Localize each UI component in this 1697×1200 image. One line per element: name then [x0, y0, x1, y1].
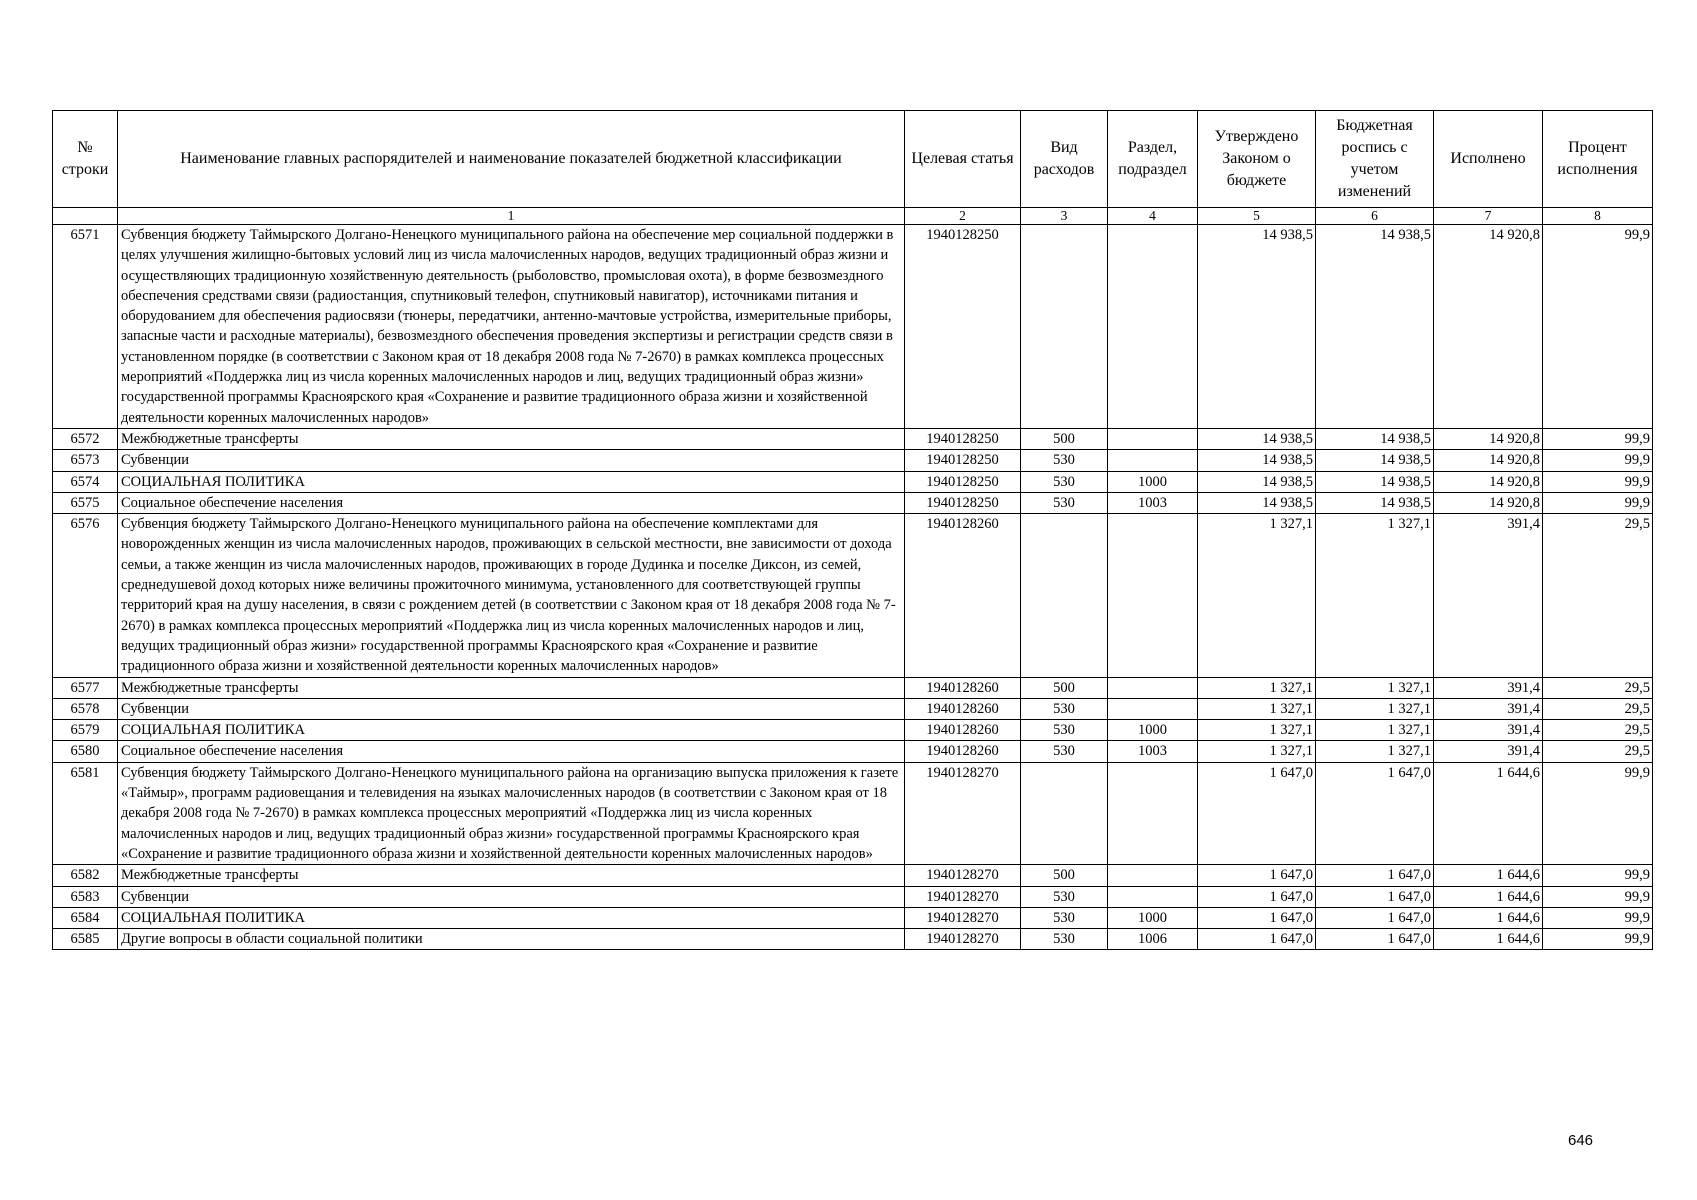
- col-header-approved: Утверждено Законом о бюджете: [1198, 111, 1316, 208]
- budget-amount: 14 938,5: [1316, 428, 1434, 449]
- section-code: [1108, 225, 1198, 429]
- budget-amount: 1 647,0: [1316, 762, 1434, 864]
- target-article: 1940128260: [905, 720, 1021, 741]
- target-article: 1940128260: [905, 514, 1021, 677]
- section-code: [1108, 450, 1198, 471]
- budget-amount: 1 647,0: [1316, 886, 1434, 907]
- row-number: 6575: [53, 492, 118, 513]
- col-header-target: Целевая статья: [905, 111, 1021, 208]
- executed-amount: 391,4: [1434, 677, 1543, 698]
- row-name: Межбюджетные трансферты: [118, 677, 905, 698]
- target-article: 1940128260: [905, 677, 1021, 698]
- approved-amount: 14 938,5: [1198, 471, 1316, 492]
- table-header: [53, 111, 1653, 225]
- row-name: СОЦИАЛЬНАЯ ПОЛИТИКА: [118, 720, 905, 741]
- approved-amount: 1 327,1: [1198, 698, 1316, 719]
- section-code: 1000: [1108, 720, 1198, 741]
- approved-amount: 1 327,1: [1198, 720, 1316, 741]
- row-number: 6576: [53, 514, 118, 677]
- expense-type: [1021, 225, 1108, 429]
- execution-percent: 99,9: [1543, 450, 1653, 471]
- col-header-type: Вид расходов: [1021, 111, 1108, 208]
- executed-amount: 391,4: [1434, 514, 1543, 677]
- budget-amount: 1 327,1: [1316, 698, 1434, 719]
- expense-type: 530: [1021, 492, 1108, 513]
- col-header-executed: Исполнено: [1434, 111, 1543, 208]
- table-row: [53, 450, 1653, 471]
- table-row: [53, 677, 1653, 698]
- approved-amount: 1 647,0: [1198, 929, 1316, 950]
- execution-percent: 29,5: [1543, 720, 1653, 741]
- row-number: 6573: [53, 450, 118, 471]
- approved-amount: 14 938,5: [1198, 428, 1316, 449]
- table-row: [53, 471, 1653, 492]
- target-article: 1940128270: [905, 929, 1021, 950]
- approved-amount: 1 647,0: [1198, 907, 1316, 928]
- expense-type: [1021, 514, 1108, 677]
- row-name: СОЦИАЛЬНАЯ ПОЛИТИКА: [118, 907, 905, 928]
- col-header-section: Раздел, подраздел: [1108, 111, 1198, 208]
- table-row: [53, 762, 1653, 864]
- executed-amount: 1 644,6: [1434, 886, 1543, 907]
- row-name: Субвенция бюджету Таймырского Долгано-Ненецкого муниципального района на обеспечение комплектами для новорожденных женщин из числа малочисленных народов, проживающих в сельской местности, вне зависимости от дохода семьи, а также женщин из числа малочисленных народов, проживающих в городе Дудинка и поселке Диксон, из семей, среднедушевой доход которых ниже величины прожиточного минимума, установленного для соответствующей группы территорий края на душу населения, в связи с рождением детей (в соответствии с Законом края от 18 декабря 2008 года № 7-2670) в рамках комплекса процессных мероприятий «Поддержка лиц из числа коренных малочисленных народов и лиц, ведущих традиционный образ жизни» государственной программы Красноярского края «Сохранение и развитие традиционного образа жизни и хозяйственной деятельности коренных малочисленных народов»: [118, 514, 905, 677]
- row-name: Субвенция бюджету Таймырского Долгано-Ненецкого муниципального района на организацию выпуска приложения к газете «Таймыр», программ радиовещания и телевидения на языках малочисленных народов (в соответствии с Законом края от 18 декабря 2008 года № 7-2670) в рамках комплекса процессных мероприятий «Поддержка лиц из числа коренных малочисленных народов и лиц, ведущих традиционный образ жизни» государственной программы Красноярского края «Сохранение и развитие традиционного образа жизни и хозяйственной деятельности коренных малочисленных народов»: [118, 762, 905, 864]
- table-row: [53, 514, 1653, 677]
- table-row: [53, 698, 1653, 719]
- executed-amount: 391,4: [1434, 720, 1543, 741]
- section-code: 1003: [1108, 492, 1198, 513]
- target-article: 1940128270: [905, 865, 1021, 886]
- row-name: Другие вопросы в области социальной политики: [118, 929, 905, 950]
- column-number: [53, 208, 118, 225]
- target-article: 1940128250: [905, 225, 1021, 429]
- budget-amount: 1 647,0: [1316, 929, 1434, 950]
- table-row: [53, 865, 1653, 886]
- expense-type: 530: [1021, 886, 1108, 907]
- column-number: 7: [1434, 208, 1543, 225]
- approved-amount: 1 647,0: [1198, 886, 1316, 907]
- section-code: [1108, 762, 1198, 864]
- budget-table: [52, 110, 1653, 950]
- column-number: 2: [905, 208, 1021, 225]
- executed-amount: 14 920,8: [1434, 450, 1543, 471]
- approved-amount: 1 647,0: [1198, 762, 1316, 864]
- budget-amount: 1 647,0: [1316, 865, 1434, 886]
- table-row: [53, 492, 1653, 513]
- target-article: 1940128250: [905, 471, 1021, 492]
- budget-amount: 1 327,1: [1316, 720, 1434, 741]
- budget-amount: 1 327,1: [1316, 741, 1434, 762]
- column-number: 4: [1108, 208, 1198, 225]
- row-number: 6585: [53, 929, 118, 950]
- row-name: Межбюджетные трансферты: [118, 428, 905, 449]
- target-article: 1940128250: [905, 492, 1021, 513]
- row-name: Межбюджетные трансферты: [118, 865, 905, 886]
- expense-type: 500: [1021, 865, 1108, 886]
- row-name: Субвенции: [118, 698, 905, 719]
- execution-percent: 99,9: [1543, 471, 1653, 492]
- execution-percent: 99,9: [1543, 865, 1653, 886]
- row-name: Субвенция бюджету Таймырского Долгано-Ненецкого муниципального района на обеспечение мер социальной поддержки в целях улучшения жилищно-бытовых условий лиц из числа малочисленных народов, ведущих традиционный образ жизни и осуществляющих традиционную хозяйственную деятельность (рыболовство, промысловая охота), в форме безвозмездного обеспечения средствами связи (радиостанция, спутниковый телефон, спутниковый навигатор), источниками питания и оборудованием для обеспечения радиосвязи (тюнеры, передатчики, антенно-мачтовые устройства, измерительные приборы, запасные части и расходные материалы), безвозмездного обеспечения проведения экспертизы и регистрации средств связи в установленном порядке (в соответствии с Законом края от 18 декабря 2008 года № 7-2670) в рамках комплекса процессных мероприятий «Поддержка лиц из числа коренных малочисленных народов и лиц, ведущих традиционный образ жизни» государственной программы Красноярского края «Сохранение и развитие традиционного образа жизни и хозяйственной деятельности коренных малочисленных народов»: [118, 225, 905, 429]
- executed-amount: 14 920,8: [1434, 471, 1543, 492]
- expense-type: 530: [1021, 907, 1108, 928]
- budget-amount: 14 938,5: [1316, 471, 1434, 492]
- executed-amount: 1 644,6: [1434, 929, 1543, 950]
- section-code: [1108, 428, 1198, 449]
- col-header-budget: Бюджетная роспись с учетом изменений: [1316, 111, 1434, 208]
- executed-amount: 391,4: [1434, 741, 1543, 762]
- budget-amount: 1 327,1: [1316, 677, 1434, 698]
- section-code: [1108, 514, 1198, 677]
- execution-percent: 99,9: [1543, 929, 1653, 950]
- executed-amount: 1 644,6: [1434, 865, 1543, 886]
- approved-amount: 14 938,5: [1198, 225, 1316, 429]
- executed-amount: 14 920,8: [1434, 428, 1543, 449]
- execution-percent: 99,9: [1543, 492, 1653, 513]
- row-number: 6571: [53, 225, 118, 429]
- execution-percent: 99,9: [1543, 907, 1653, 928]
- execution-percent: 99,9: [1543, 762, 1653, 864]
- row-number: 6582: [53, 865, 118, 886]
- col-header-row-no: № строки: [53, 111, 118, 208]
- execution-percent: 29,5: [1543, 514, 1653, 677]
- section-code: [1108, 865, 1198, 886]
- row-number: 6572: [53, 428, 118, 449]
- table-body: [53, 225, 1653, 950]
- row-name: Субвенции: [118, 450, 905, 471]
- expense-type: 530: [1021, 720, 1108, 741]
- target-article: 1940128260: [905, 741, 1021, 762]
- section-code: 1003: [1108, 741, 1198, 762]
- section-code: 1000: [1108, 471, 1198, 492]
- approved-amount: 1 327,1: [1198, 514, 1316, 677]
- execution-percent: 29,5: [1543, 677, 1653, 698]
- row-number: 6579: [53, 720, 118, 741]
- column-number: 8: [1543, 208, 1653, 225]
- row-number: 6577: [53, 677, 118, 698]
- target-article: 1940128260: [905, 698, 1021, 719]
- approved-amount: 1 327,1: [1198, 741, 1316, 762]
- row-number: 6583: [53, 886, 118, 907]
- row-number: 6584: [53, 907, 118, 928]
- target-article: 1940128270: [905, 907, 1021, 928]
- approved-amount: 14 938,5: [1198, 450, 1316, 471]
- expense-type: 530: [1021, 929, 1108, 950]
- target-article: 1940128250: [905, 450, 1021, 471]
- executed-amount: 14 920,8: [1434, 492, 1543, 513]
- row-name: Социальное обеспечение населения: [118, 741, 905, 762]
- row-name: Социальное обеспечение населения: [118, 492, 905, 513]
- row-number: 6574: [53, 471, 118, 492]
- column-number: 3: [1021, 208, 1108, 225]
- row-name: Субвенции: [118, 886, 905, 907]
- executed-amount: 391,4: [1434, 698, 1543, 719]
- row-name: СОЦИАЛЬНАЯ ПОЛИТИКА: [118, 471, 905, 492]
- expense-type: 500: [1021, 428, 1108, 449]
- approved-amount: 1 647,0: [1198, 865, 1316, 886]
- section-code: 1000: [1108, 907, 1198, 928]
- expense-type: 530: [1021, 471, 1108, 492]
- execution-percent: 99,9: [1543, 428, 1653, 449]
- execution-percent: 29,5: [1543, 698, 1653, 719]
- approved-amount: 1 327,1: [1198, 677, 1316, 698]
- expense-type: 530: [1021, 698, 1108, 719]
- col-header-percent: Процент исполнения: [1543, 111, 1653, 208]
- executed-amount: 1 644,6: [1434, 907, 1543, 928]
- execution-percent: 99,9: [1543, 225, 1653, 429]
- budget-amount: 14 938,5: [1316, 450, 1434, 471]
- approved-amount: 14 938,5: [1198, 492, 1316, 513]
- table-row: [53, 428, 1653, 449]
- section-code: [1108, 698, 1198, 719]
- expense-type: 530: [1021, 741, 1108, 762]
- budget-amount: 14 938,5: [1316, 225, 1434, 429]
- col-header-name: Наименование главных распорядителей и наименование показателей бюджетной классификации: [118, 111, 905, 208]
- section-code: 1006: [1108, 929, 1198, 950]
- table-row: [53, 886, 1653, 907]
- target-article: 1940128270: [905, 762, 1021, 864]
- budget-amount: 14 938,5: [1316, 492, 1434, 513]
- page-number: 646: [1568, 1132, 1594, 1149]
- budget-amount: 1 647,0: [1316, 907, 1434, 928]
- column-number: 6: [1316, 208, 1434, 225]
- row-number: 6578: [53, 698, 118, 719]
- row-number: 6580: [53, 741, 118, 762]
- column-number-row: [53, 208, 1653, 225]
- section-code: [1108, 886, 1198, 907]
- column-number: 5: [1198, 208, 1316, 225]
- executed-amount: 1 644,6: [1434, 762, 1543, 864]
- table-row: [53, 720, 1653, 741]
- execution-percent: 29,5: [1543, 741, 1653, 762]
- executed-amount: 14 920,8: [1434, 225, 1543, 429]
- expense-type: [1021, 762, 1108, 864]
- table-row: [53, 929, 1653, 950]
- expense-type: 500: [1021, 677, 1108, 698]
- section-code: [1108, 677, 1198, 698]
- column-number: 1: [118, 208, 905, 225]
- table-row: [53, 907, 1653, 928]
- execution-percent: 99,9: [1543, 886, 1653, 907]
- budget-amount: 1 327,1: [1316, 514, 1434, 677]
- expense-type: 530: [1021, 450, 1108, 471]
- row-number: 6581: [53, 762, 118, 864]
- table-row: [53, 225, 1653, 429]
- table-row: [53, 741, 1653, 762]
- target-article: 1940128250: [905, 428, 1021, 449]
- target-article: 1940128270: [905, 886, 1021, 907]
